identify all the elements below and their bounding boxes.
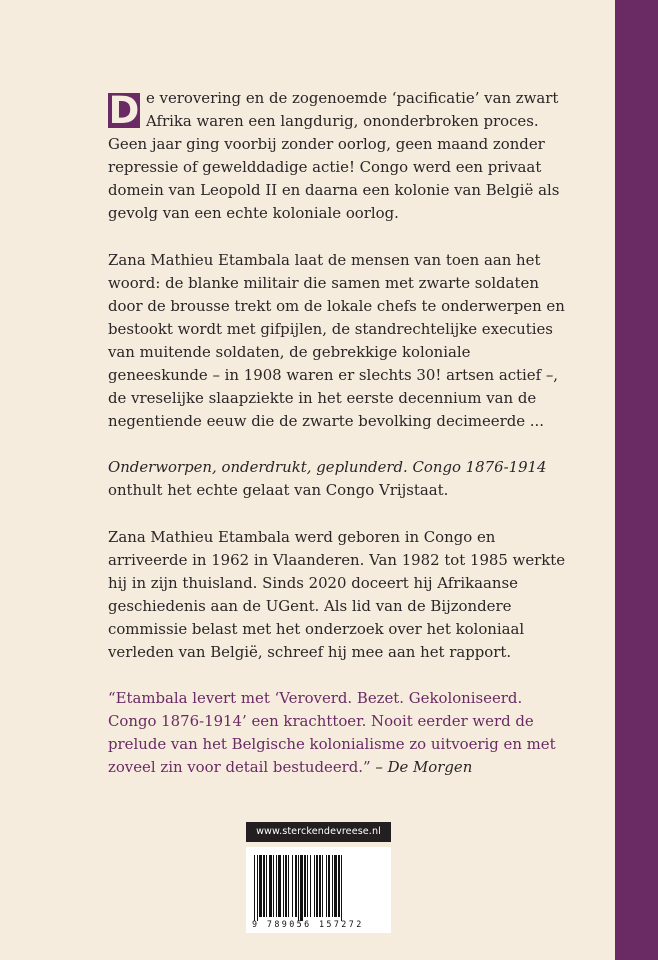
barcode-bar [332, 855, 333, 917]
barcode-bar [304, 855, 306, 917]
barcode-bar [288, 855, 289, 917]
barcode-bar [314, 855, 315, 917]
publisher-website: www.sterckendevreese.nl [246, 822, 391, 842]
barcode-bar [292, 855, 293, 917]
author-bio-paragraph: Zana Mathieu Etambala werd geboren in Congo en arriveerde in 1962 in Vlaanderen. Van 1982 tot 1985 werkte hij in zijn thuisland. Sinds 2020 doceert hij Afrikaanse geschiedenis aan de UGent. Als lid van de Bijzondere commissie belast met het onderzoek over het koloniaal verleden van België, schreef hij mee aan het rapport. [108, 527, 566, 661]
barcode-bar [326, 855, 327, 917]
barcode-bar [328, 855, 330, 917]
intro-text: e verovering en de zogenoemde ‘pacificatie’ van zwart Afrika waren een langdurig, ononderbroken proces. Geen jaar ging voorbij zonder oorlog, geen maand zonder repressie of gewelddadige actie! Congo werd een privaat domein van Leopold II en daarna een kolonie van België als gevolg van een echte koloniale oorlog. [108, 89, 560, 223]
barcode-bar [300, 855, 303, 921]
book-title: Onderworpen, onderdrukt, geplunderd. Congo 1876-1914 [108, 458, 547, 477]
barcode-bar [285, 855, 287, 917]
barcode-bar [310, 855, 311, 917]
barcode-bar [307, 855, 308, 917]
barcode-bar [283, 855, 284, 917]
press-quote-dash: – [370, 758, 388, 777]
barcode-bar [266, 855, 267, 917]
barcode-bar [341, 855, 342, 921]
barcode-bar [322, 855, 323, 917]
barcode-bar [334, 855, 337, 917]
barcode-bar [278, 855, 281, 917]
book-title-text: onthult het echte gelaat van Congo Vrijstaat. [108, 481, 449, 500]
book-title-paragraph [108, 456, 573, 502]
barcode-bar [295, 855, 297, 917]
press-quote-text: “Etambala levert met ‘Veroverd. Bezet. Gekoloniseerd. Congo 1876-1914’ een krachttoer. Nooit eerder werd de prelude van het Belgische kolonialisme zo uitvoerig en met zoveel zin voor detail bestudeerd.” [108, 689, 556, 777]
isbn-number: 9 789056 157272 [252, 919, 364, 929]
isbn-barcode [246, 847, 391, 933]
barcode-bar [298, 855, 299, 921]
barcode-bar [316, 855, 318, 917]
barcode-bar [276, 855, 277, 917]
intro-paragraph [108, 87, 573, 226]
press-quote-source: De Morgen [387, 758, 473, 777]
barcode-bar [273, 855, 274, 917]
barcode-bar [319, 855, 321, 917]
barcode-bar [269, 855, 272, 917]
barcode-bar [254, 855, 255, 921]
press-quote [108, 687, 573, 779]
barcode-bar [257, 855, 258, 921]
drop-cap: D [108, 89, 140, 132]
purple-spine-band [615, 0, 658, 960]
barcode-bar [263, 855, 265, 917]
back-cover-text [108, 87, 573, 779]
barcode-bar [259, 855, 262, 917]
description-paragraph: Zana Mathieu Etambala laat de mensen van toen aan het woord: de blanke militair die samen met zwarte soldaten door de brousse trekt om de lokale chefs te onderwerpen en bestookt wordt met gifpijlen, de standrechtelijke executies van muitende soldaten, de gebrekkige koloniale geneeskunde – in 1908 waren er slechts 30! artsen actief –, de vreselijke slaapziekte in het eerste decennium van de negentiende eeuw die de zwarte bevolking decimeerde ... [108, 250, 565, 431]
barcode-bar [338, 855, 340, 917]
